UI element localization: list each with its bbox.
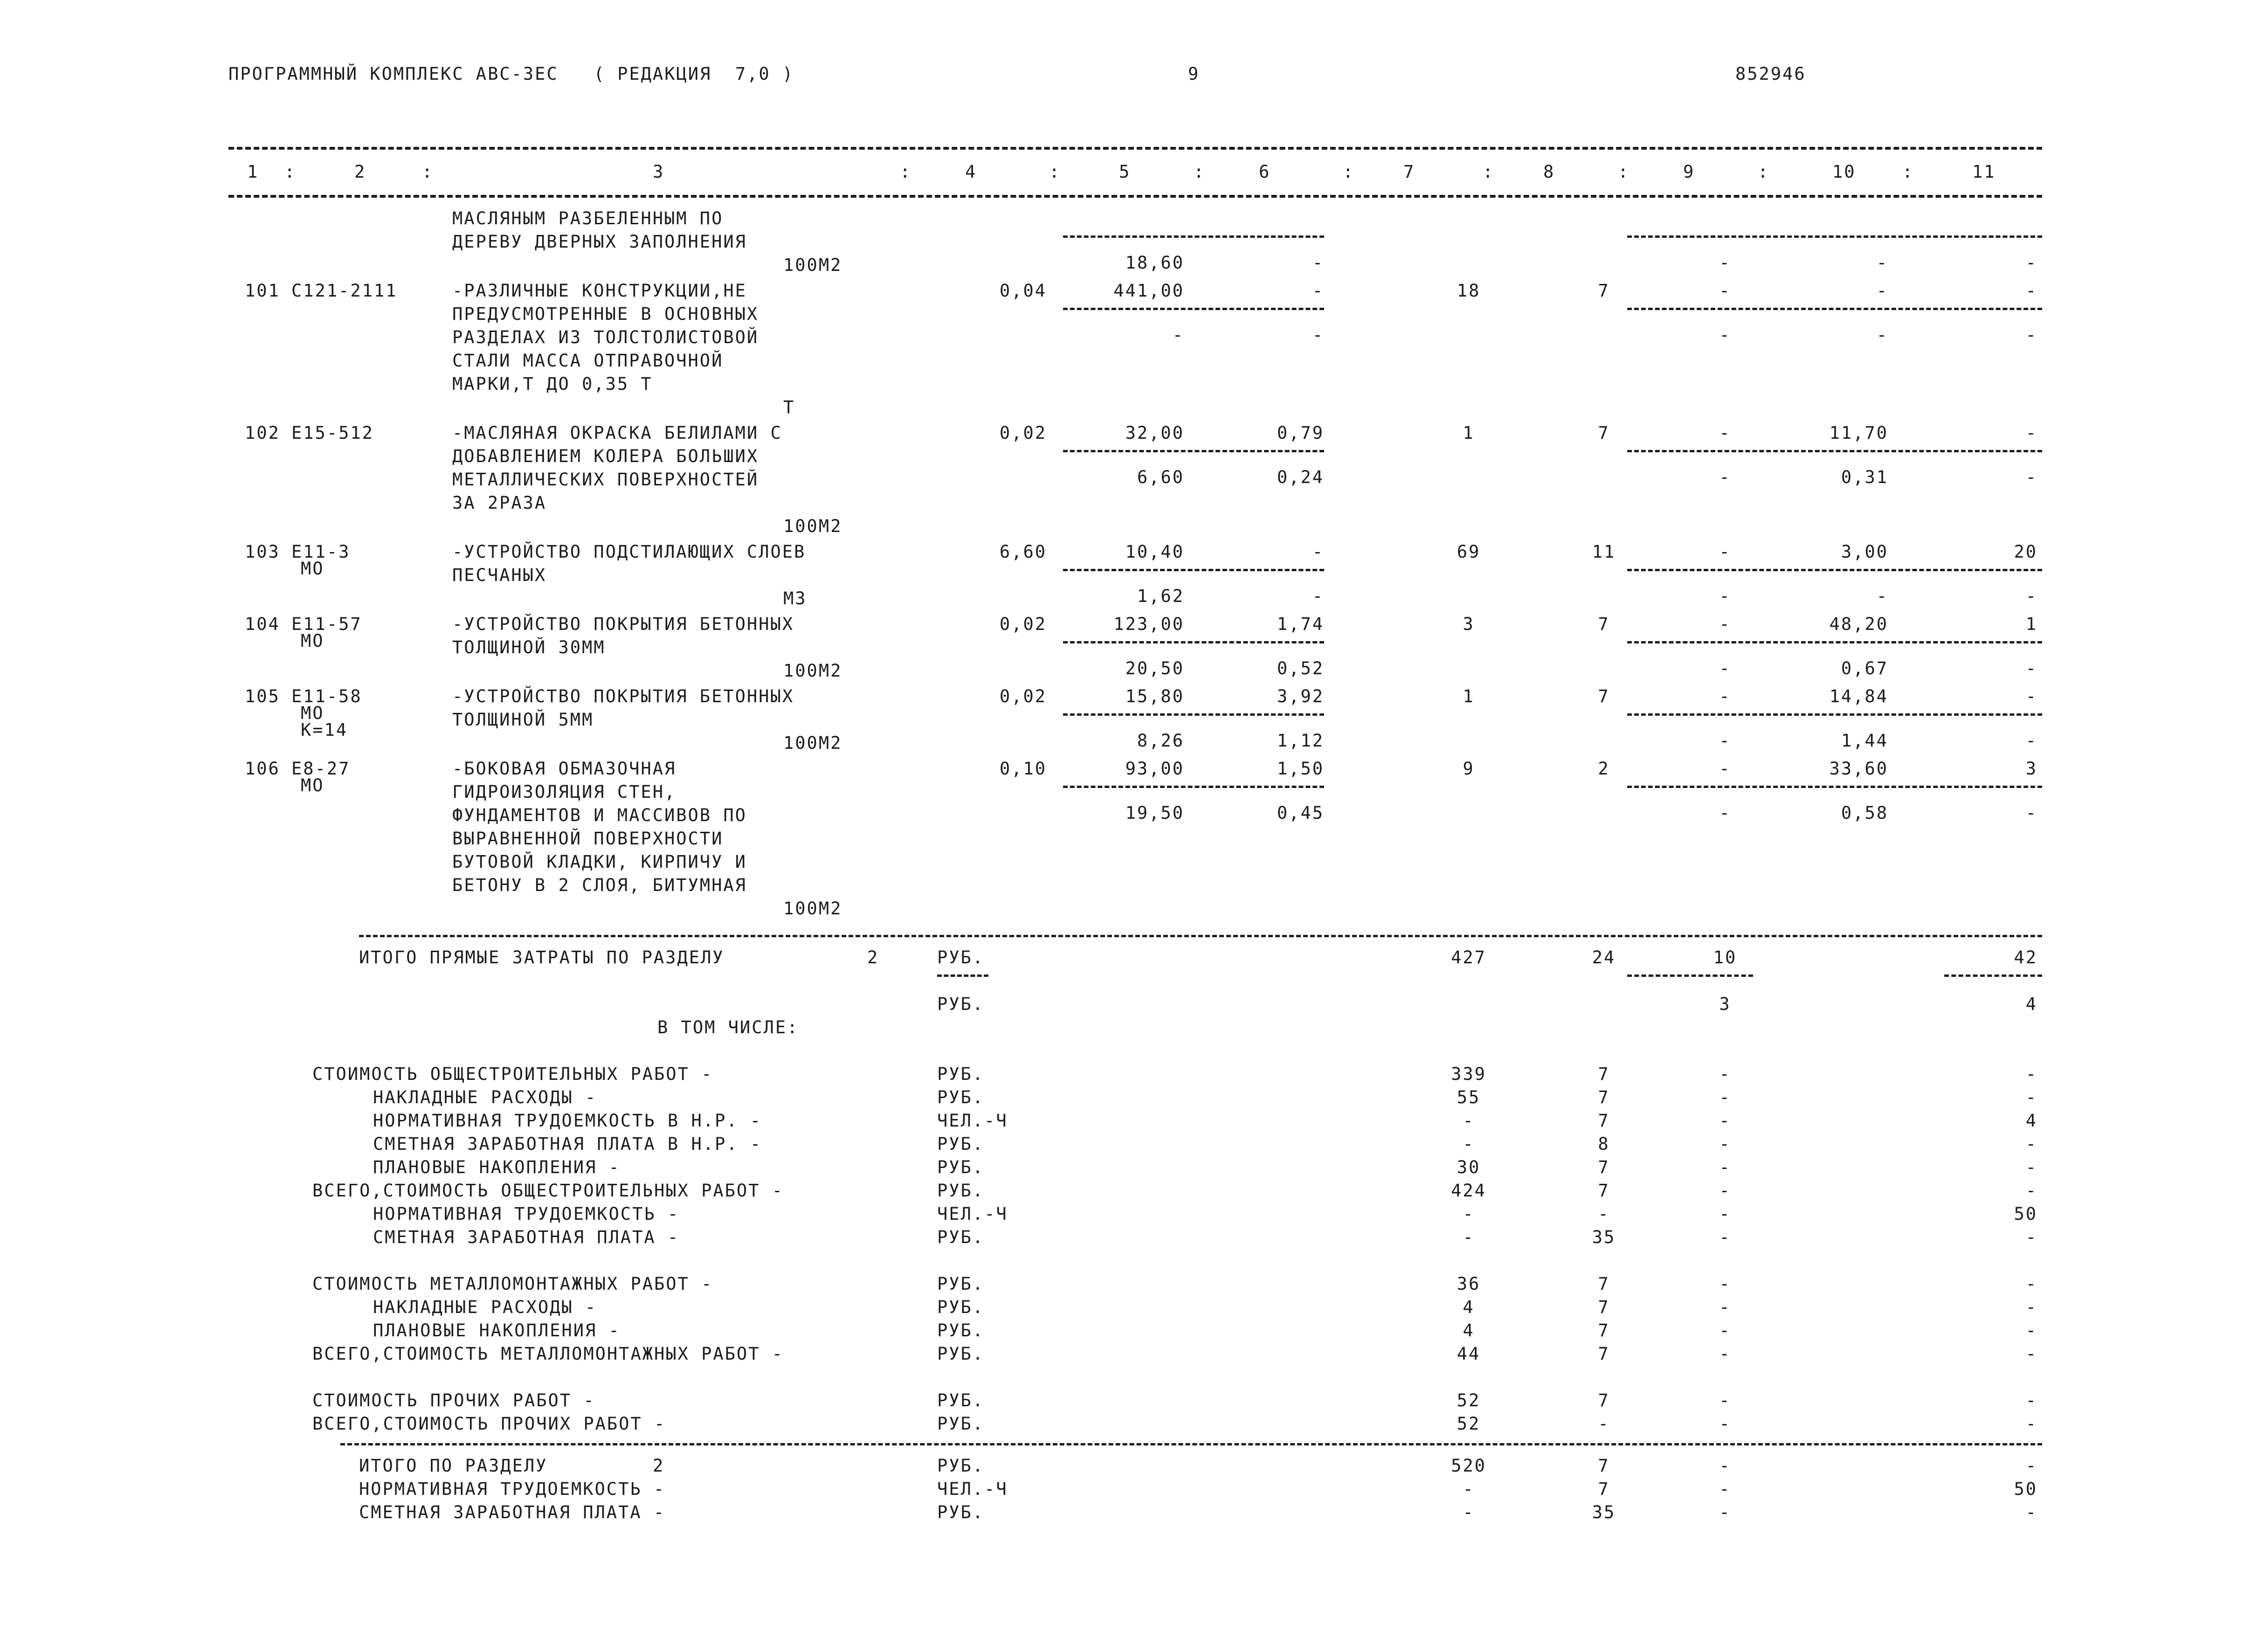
- summary-label: СМЕТНАЯ ЗАРАБОТНАЯ ПЛАТА В Н.Р. -: [373, 1134, 762, 1154]
- summary-c11: -: [2025, 1157, 2037, 1177]
- summary-unit: ЧЕЛ.-Ч: [937, 1111, 1008, 1131]
- value-c5: 441,00: [1113, 281, 1184, 301]
- summary-c8: 7: [1598, 1320, 1610, 1341]
- summary-label: НАКЛАДНЫЕ РАСХОДЫ -: [373, 1297, 597, 1317]
- sub-rule: [1627, 308, 2042, 310]
- sub-rule: [1944, 975, 2042, 977]
- header-rule-top: [228, 147, 2042, 150]
- value-c4: 0,10: [999, 759, 1047, 779]
- value-c6: -: [1312, 542, 1324, 562]
- page-number: 9: [1188, 64, 1200, 84]
- value-c6b: 0,24: [1277, 467, 1324, 487]
- summary-c7: 52: [1457, 1390, 1481, 1410]
- summary-unit: РУБ.: [937, 1414, 985, 1434]
- summary-c9: -: [1719, 1111, 1731, 1131]
- value-c10b: 0,58: [1841, 803, 1888, 823]
- column-separator: :: [1483, 162, 1495, 182]
- sub-rule: [937, 975, 988, 977]
- document-code: 852946: [1735, 64, 1806, 84]
- final-label: НОРМАТИВНАЯ ТРУДОЕМКОСТЬ -: [359, 1479, 666, 1499]
- summary-label: СТОИМОСТЬ МЕТАЛЛОМОНТАЖНЫХ РАБОТ -: [312, 1274, 713, 1294]
- value-c10: 48,20: [1829, 614, 1888, 634]
- final-c11: -: [2025, 1502, 2037, 1522]
- summary-c9: -: [1719, 1320, 1731, 1341]
- value-c11: -: [2025, 423, 2037, 443]
- item-description: ГИДРОИЗОЛЯЦИЯ СТЕН,: [452, 782, 677, 802]
- item-unit: Т: [783, 397, 795, 417]
- summary-c11: -: [2025, 1227, 2037, 1247]
- total-direct-unit2: РУБ.: [937, 994, 985, 1014]
- item-code-suffix: МО: [301, 559, 325, 579]
- sub-rule: [1063, 569, 1324, 571]
- final-unit: РУБ.: [937, 1502, 985, 1522]
- value-c4: 6,60: [999, 542, 1047, 562]
- value-c9b: -: [1719, 325, 1731, 345]
- summary-c8: -: [1598, 1414, 1610, 1434]
- summary-unit: РУБ.: [937, 1390, 985, 1410]
- summary-c9: -: [1719, 1064, 1731, 1084]
- column-separator: :: [1049, 162, 1061, 182]
- value-c6: 3,92: [1277, 686, 1324, 706]
- item-description: БЕТОНУ В 2 СЛОЯ, БИТУМНАЯ: [452, 875, 747, 895]
- column-header-6: 6: [1259, 162, 1271, 182]
- value-c11: -: [2025, 281, 2037, 301]
- item-code: Е8-27: [291, 759, 351, 779]
- item-unit: 100М2: [783, 899, 842, 919]
- item-description: ПРЕДУСМОТРЕННЫЕ В ОСНОВНЫХ: [452, 304, 759, 324]
- summary-c9: -: [1719, 1087, 1731, 1107]
- total-direct-c7: 427: [1451, 947, 1486, 968]
- summary-unit: РУБ.: [937, 1227, 985, 1247]
- value-c7: 9: [1463, 759, 1475, 779]
- value-c9: -: [1719, 614, 1731, 634]
- summary-label: ВСЕГО,СТОИМОСТЬ ОБЩЕСТРОИТЕЛЬНЫХ РАБОТ -: [312, 1181, 784, 1201]
- summary-c11: -: [2025, 1134, 2037, 1154]
- item-description: ПЕСЧАНЫХ: [452, 565, 547, 585]
- sub-rule: [1063, 450, 1324, 452]
- summary-c9: -: [1719, 1297, 1731, 1317]
- summary-unit: РУБ.: [937, 1344, 985, 1364]
- summary-unit: РУБ.: [937, 1181, 985, 1201]
- column-separator: :: [1343, 162, 1355, 182]
- value-c6: 1,50: [1277, 759, 1324, 779]
- final-c8: 35: [1592, 1502, 1616, 1522]
- final-c11: -: [2025, 1456, 2037, 1476]
- item-description: -МАСЛЯНАЯ ОКРАСКА БЕЛИЛАМИ С: [452, 423, 782, 443]
- value-c4: 0,04: [999, 281, 1047, 301]
- value-c10b: 0,31: [1841, 467, 1888, 487]
- summary-label: НОРМАТИВНАЯ ТРУДОЕМКОСТЬ В Н.Р. -: [373, 1111, 762, 1131]
- value-c6b: 0,45: [1277, 803, 1324, 823]
- summary-c8: 7: [1598, 1181, 1610, 1201]
- value-c6b: 0,52: [1277, 658, 1324, 678]
- item-unit: 100М2: [783, 733, 842, 753]
- total-direct-label: ИТОГО ПРЯМЫЕ ЗАТРАТЫ ПО РАЗДЕЛУ: [359, 947, 725, 968]
- item-description: РАЗДЕЛАХ ИЗ ТОЛСТОЛИСТОВОЙ: [452, 327, 759, 347]
- summary-c7: 30: [1457, 1157, 1481, 1177]
- value-c11b: -: [2025, 658, 2037, 678]
- summary-c9: -: [1719, 1157, 1731, 1177]
- summary-c11: -: [2025, 1181, 2037, 1201]
- summary-unit: РУБ.: [937, 1157, 985, 1177]
- value-c9b: -: [1719, 658, 1731, 678]
- summary-c7: 36: [1457, 1274, 1481, 1294]
- item-description: -УСТРОЙСТВО ПОКРЫТИЯ БЕТОННЫХ: [452, 686, 794, 706]
- value-c10b: 0,67: [1841, 658, 1888, 678]
- value-c4: 0,02: [999, 614, 1047, 634]
- item-description: ВЫРАВНЕННОЙ ПОВЕРХНОСТИ: [452, 829, 724, 849]
- final-c9: -: [1719, 1502, 1731, 1522]
- summary-c11: -: [2025, 1390, 2037, 1410]
- value-c10: 33,60: [1829, 759, 1888, 779]
- summary-c7: -: [1463, 1204, 1475, 1224]
- value-c6: 0,79: [1277, 423, 1324, 443]
- final-label: СМЕТНАЯ ЗАРАБОТНАЯ ПЛАТА -: [359, 1502, 666, 1522]
- item-unit: 100М2: [783, 516, 842, 536]
- column-separator: :: [1618, 162, 1630, 182]
- item-description: ТОЛЩИНОЙ 5ММ: [452, 710, 594, 730]
- value-c11b: -: [2025, 731, 2037, 751]
- value-c11b: -: [2025, 586, 2037, 606]
- value-c11: 20: [2014, 542, 2037, 562]
- value-c6b: -: [1312, 586, 1324, 606]
- summary-c9: -: [1719, 1344, 1731, 1364]
- item-description: МЕТАЛЛИЧЕСКИХ ПОВЕРХНОСТЕЙ: [452, 470, 759, 490]
- summary-label: СТОИМОСТЬ ОБЩЕСТРОИТЕЛЬНЫХ РАБОТ -: [312, 1064, 713, 1084]
- column-separator: :: [1194, 162, 1206, 182]
- sub-rule: [1063, 713, 1324, 716]
- item-description: ДЕРЕВУ ДВЕРНЫХ ЗАПОЛНЕНИЯ: [452, 232, 747, 252]
- value-c5: 32,00: [1125, 423, 1184, 443]
- item-code: Е15-512: [291, 423, 374, 443]
- column-header-10: 10: [1832, 162, 1856, 182]
- summary-c7: 424: [1451, 1181, 1486, 1201]
- summary-c7: 4: [1463, 1320, 1475, 1341]
- column-header-11: 11: [1972, 162, 1996, 182]
- total-direct-c9b: 3: [1719, 994, 1731, 1014]
- value-c4: 0,02: [999, 423, 1047, 443]
- value-c10b: -: [1876, 253, 1888, 273]
- summary-unit: РУБ.: [937, 1274, 985, 1294]
- summary-c7: -: [1463, 1134, 1475, 1154]
- final-section: 2: [653, 1456, 665, 1476]
- summary-c9: -: [1719, 1227, 1731, 1247]
- summary-c11: 4: [2025, 1111, 2037, 1131]
- value-c5b: 1,62: [1137, 586, 1184, 606]
- summary-c8: 7: [1598, 1274, 1610, 1294]
- value-c9b: -: [1719, 253, 1731, 273]
- item-description: ТОЛЩИНОЙ 30ММ: [452, 637, 606, 657]
- summary-c7: 52: [1457, 1414, 1481, 1434]
- item-description: ФУНДАМЕНТОВ И МАССИВОВ ПО: [452, 805, 747, 825]
- item-unit: 100М2: [783, 661, 842, 681]
- program-title: ПРОГРАММНЫЙ КОМПЛЕКС АВС-3ЕС ( РЕДАКЦИЯ 7,0 ): [228, 64, 794, 84]
- summary-c11: -: [2025, 1297, 2037, 1317]
- summary-c8: 8: [1598, 1134, 1610, 1154]
- summary-unit: РУБ.: [937, 1134, 985, 1154]
- column-header-2: 2: [354, 162, 366, 182]
- summary-unit: РУБ.: [937, 1320, 985, 1341]
- item-code-suffix: МО: [301, 631, 325, 651]
- summary-c7: 4: [1463, 1297, 1475, 1317]
- summary-c7: 44: [1457, 1344, 1481, 1364]
- column-header-1: 1: [247, 162, 259, 182]
- value-c11: 3: [2025, 759, 2037, 779]
- item-description: -РАЗЛИЧНЫЕ КОНСТРУКЦИИ,НЕ: [452, 281, 747, 301]
- item-description: ЗА 2РАЗА: [452, 493, 547, 513]
- summary-c7: -: [1463, 1111, 1475, 1131]
- value-c6b: -: [1312, 325, 1324, 345]
- summary-c7: 339: [1451, 1064, 1486, 1084]
- value-c10: 3,00: [1841, 542, 1888, 562]
- item-code: Е11-58: [291, 686, 362, 706]
- total-direct-unit: РУБ.: [937, 947, 985, 968]
- item-description: ДОБАВЛЕНИЕМ КОЛЕРА БОЛЬШИХ: [452, 446, 759, 466]
- summary-c8: 7: [1598, 1157, 1610, 1177]
- summary-c9: -: [1719, 1134, 1731, 1154]
- value-c8: 7: [1598, 281, 1610, 301]
- item-description: -УСТРОЙСТВО ПОКРЫТИЯ БЕТОННЫХ: [452, 614, 794, 634]
- final-c7: -: [1463, 1502, 1475, 1522]
- summary-c8: 7: [1598, 1297, 1610, 1317]
- sub-rule: [1627, 713, 2042, 716]
- value-c11: 1: [2025, 614, 2037, 634]
- value-c9: -: [1719, 759, 1731, 779]
- sub-rule: [1627, 975, 1753, 977]
- final-label: ИТОГО ПО РАЗДЕЛУ: [359, 1456, 548, 1476]
- value-c5b: 20,50: [1125, 658, 1184, 678]
- sub-rule: [1063, 308, 1324, 310]
- value-c11b: -: [2025, 253, 2037, 273]
- value-c7: 1: [1463, 686, 1475, 706]
- item-description: -БОКОВАЯ ОБМАЗОЧНАЯ: [452, 759, 677, 779]
- summary-c8: 7: [1598, 1344, 1610, 1364]
- summary-c8: 7: [1598, 1064, 1610, 1084]
- value-c8: 7: [1598, 614, 1610, 634]
- summary-label: СТОИМОСТЬ ПРОЧИХ РАБОТ -: [312, 1390, 595, 1410]
- sub-rule: [1627, 569, 2042, 571]
- column-separator: :: [900, 162, 912, 182]
- sub-rule: [1063, 786, 1324, 788]
- sub-rule: [1627, 450, 2042, 452]
- item-description: МАСЛЯНЫМ РАЗБЕЛЕННЫМ ПО: [452, 208, 724, 228]
- total-direct-c11b: 4: [2025, 994, 2037, 1014]
- summary-c9: -: [1719, 1204, 1731, 1224]
- summary-label: ПЛАНОВЫЕ НАКОПЛЕНИЯ -: [373, 1320, 621, 1341]
- item-unit: М3: [783, 588, 807, 608]
- summary-label: ВСЕГО,СТОИМОСТЬ МЕТАЛЛОМОНТАЖНЫХ РАБОТ -: [312, 1344, 784, 1364]
- value-c10b: -: [1876, 586, 1888, 606]
- summary-c8: 35: [1592, 1227, 1616, 1247]
- value-c11b: -: [2025, 325, 2037, 345]
- item-description: СТАЛИ МАССА ОТПРАВОЧНОЙ: [452, 351, 724, 371]
- section-rule: [359, 935, 2042, 937]
- column-separator: :: [422, 162, 434, 182]
- item-description: -УСТРОЙСТВО ПОДСТИЛАЮЩИХ СЛОЕВ: [452, 542, 806, 562]
- summary-c11: -: [2025, 1414, 2037, 1434]
- header-rule-bottom: [228, 195, 2042, 198]
- including-label: В ТОМ ЧИСЛЕ:: [657, 1017, 799, 1037]
- value-c5b: 6,60: [1137, 467, 1184, 487]
- summary-label: ВСЕГО,СТОИМОСТЬ ПРОЧИХ РАБОТ -: [312, 1414, 666, 1434]
- summary-label: НОРМАТИВНАЯ ТРУДОЕМКОСТЬ -: [373, 1204, 680, 1224]
- item-code-suffix: К=14: [301, 720, 348, 740]
- final-c9: -: [1719, 1456, 1731, 1476]
- value-c8: 2: [1598, 759, 1610, 779]
- summary-label: НАКЛАДНЫЕ РАСХОДЫ -: [373, 1087, 597, 1107]
- value-c9b: -: [1719, 586, 1731, 606]
- column-header-4: 4: [965, 162, 977, 182]
- value-c8: 11: [1592, 542, 1616, 562]
- item-description: БУТОВОЙ КЛАДКИ, КИРПИЧУ И: [452, 852, 747, 872]
- value-c11b: -: [2025, 803, 2037, 823]
- sub-rule: [1063, 641, 1324, 643]
- value-c6: -: [1312, 281, 1324, 301]
- final-unit: РУБ.: [937, 1456, 985, 1476]
- item-unit: 100М2: [783, 255, 842, 275]
- final-c7: -: [1463, 1479, 1475, 1499]
- column-header-9: 9: [1683, 162, 1695, 182]
- value-c5: 123,00: [1113, 614, 1184, 634]
- summary-c8: 7: [1598, 1111, 1610, 1131]
- item-number: 104: [245, 614, 280, 634]
- value-c10b: -: [1876, 325, 1888, 345]
- sub-rule: [1627, 235, 2042, 238]
- value-c5b: -: [1172, 325, 1184, 345]
- item-number: 101: [245, 281, 280, 301]
- value-c5b: 18,60: [1125, 253, 1184, 273]
- column-separator: :: [1758, 162, 1770, 182]
- value-c9b: -: [1719, 803, 1731, 823]
- value-c9: -: [1719, 281, 1731, 301]
- column-header-7: 7: [1403, 162, 1416, 182]
- value-c6b: 1,12: [1277, 731, 1324, 751]
- summary-c11: -: [2025, 1087, 2037, 1107]
- column-separator: :: [284, 162, 297, 182]
- item-number: 103: [245, 542, 280, 562]
- value-c10b: 1,44: [1841, 731, 1888, 751]
- value-c5b: 8,26: [1137, 731, 1184, 751]
- item-number: 106: [245, 759, 280, 779]
- value-c7: 1: [1463, 423, 1475, 443]
- item-code: С121-2111: [291, 281, 398, 301]
- summary-unit: ЧЕЛ.-Ч: [937, 1204, 1008, 1224]
- summary-c9: -: [1719, 1390, 1731, 1410]
- summary-label: СМЕТНАЯ ЗАРАБОТНАЯ ПЛАТА -: [373, 1227, 680, 1247]
- value-c9b: -: [1719, 731, 1731, 751]
- item-number: 102: [245, 423, 280, 443]
- value-c7: 18: [1457, 281, 1481, 301]
- total-direct-c8: 24: [1592, 947, 1616, 968]
- summary-c8: 7: [1598, 1087, 1610, 1107]
- summary-c11: -: [2025, 1064, 2037, 1084]
- summary-c11: 50: [2014, 1204, 2037, 1224]
- total-direct-section: 2: [867, 947, 879, 968]
- summary-c7: 55: [1457, 1087, 1481, 1107]
- final-c7: 520: [1451, 1456, 1486, 1476]
- column-header-8: 8: [1543, 162, 1555, 182]
- column-header-5: 5: [1119, 162, 1131, 182]
- column-header-3: 3: [653, 162, 665, 182]
- summary-unit: РУБ.: [937, 1064, 985, 1084]
- section-rule: [340, 1443, 2042, 1445]
- summary-c9: -: [1719, 1274, 1731, 1294]
- value-c5b: 19,50: [1125, 803, 1184, 823]
- value-c6: 1,74: [1277, 614, 1324, 634]
- value-c7: 69: [1457, 542, 1481, 562]
- value-c9: -: [1719, 542, 1731, 562]
- summary-unit: РУБ.: [937, 1297, 985, 1317]
- value-c10: 11,70: [1829, 423, 1888, 443]
- summary-c9: -: [1719, 1414, 1731, 1434]
- value-c9: -: [1719, 686, 1731, 706]
- value-c8: 7: [1598, 686, 1610, 706]
- value-c11b: -: [2025, 467, 2037, 487]
- value-c11: -: [2025, 686, 2037, 706]
- value-c10: -: [1876, 281, 1888, 301]
- sub-rule: [1627, 641, 2042, 643]
- final-c8: 7: [1598, 1479, 1610, 1499]
- value-c7: 3: [1463, 614, 1475, 634]
- summary-label: ПЛАНОВЫЕ НАКОПЛЕНИЯ -: [373, 1157, 621, 1177]
- summary-c11: -: [2025, 1344, 2037, 1364]
- sub-rule: [1627, 786, 2042, 788]
- total-direct-c11: 42: [2014, 947, 2037, 968]
- item-description: МАРКИ,Т ДО 0,35 Т: [452, 374, 653, 394]
- summary-c11: -: [2025, 1320, 2037, 1341]
- summary-c9: -: [1719, 1181, 1731, 1201]
- item-code: Е11-3: [291, 542, 351, 562]
- value-c10: 14,84: [1829, 686, 1888, 706]
- final-unit: ЧЕЛ.-Ч: [937, 1479, 1008, 1499]
- summary-c8: 7: [1598, 1390, 1610, 1410]
- summary-c11: -: [2025, 1274, 2037, 1294]
- item-number: 105: [245, 686, 280, 706]
- sub-rule: [1063, 235, 1324, 238]
- value-c6b: -: [1312, 253, 1324, 273]
- value-c8: 7: [1598, 423, 1610, 443]
- item-code-suffix: МО: [301, 703, 325, 723]
- column-separator: :: [1902, 162, 1914, 182]
- value-c5: 10,40: [1125, 542, 1184, 562]
- value-c5: 15,80: [1125, 686, 1184, 706]
- final-c8: 7: [1598, 1456, 1610, 1476]
- value-c5: 93,00: [1125, 759, 1184, 779]
- summary-unit: РУБ.: [937, 1087, 985, 1107]
- item-code-suffix: МО: [301, 775, 325, 795]
- value-c4: 0,02: [999, 686, 1047, 706]
- value-c9b: -: [1719, 467, 1731, 487]
- item-code: Е11-57: [291, 614, 362, 634]
- value-c9: -: [1719, 423, 1731, 443]
- final-c11: 50: [2014, 1479, 2037, 1499]
- summary-c8: -: [1598, 1204, 1610, 1224]
- total-direct-c9: 10: [1713, 947, 1737, 968]
- summary-c7: -: [1463, 1227, 1475, 1247]
- final-c9: -: [1719, 1479, 1731, 1499]
